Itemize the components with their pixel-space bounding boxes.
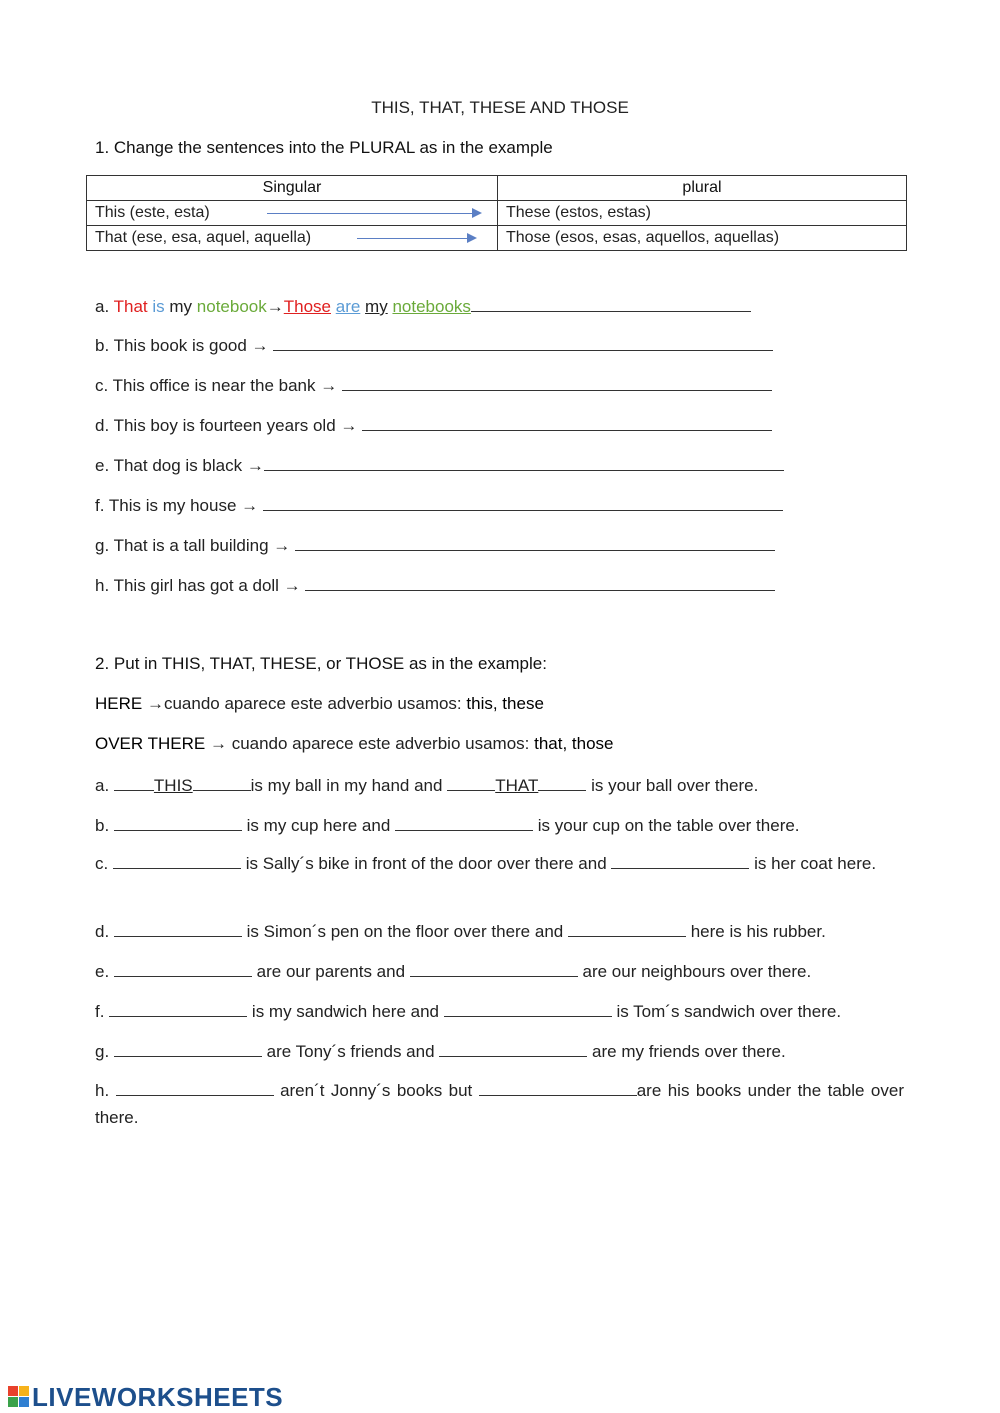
answer-blank[interactable] [263, 494, 783, 511]
answer-blank[interactable] [410, 960, 578, 977]
exercise1-item: d. This boy is fourteen years old → [95, 414, 772, 436]
answer-blank[interactable] [114, 920, 242, 937]
arrow-right-icon: → [266, 297, 284, 316]
answer-blank[interactable] [114, 814, 242, 831]
exercise1-item: b. This book is good → [95, 334, 773, 356]
section1-heading: 1. Change the sentences into the PLURAL as in the example [95, 138, 553, 157]
arrow-line [357, 238, 469, 239]
reference-table [86, 175, 907, 251]
exercise2-item-f: f. is my sandwich here and is Tom´s sandwich over there. [95, 1002, 842, 1021]
table-cell-plural: These (estos, estas) [498, 201, 907, 226]
arrow-line [267, 213, 472, 214]
logo-blocks-icon [8, 1386, 30, 1408]
answer-blank[interactable] [611, 852, 749, 869]
exercise2-item-g: g. are Tony´s friends and are my friends over there. [95, 1042, 786, 1061]
answer-blank[interactable] [479, 1079, 637, 1096]
exercise1-item: e. That dog is black → [95, 454, 784, 476]
exercise1-item: g. That is a tall building → [95, 534, 775, 556]
table-cell-plural: Those (esos, esas, aquellos, aquellas) [498, 226, 907, 251]
table-row [87, 226, 907, 251]
answer-blank[interactable] [439, 1040, 587, 1057]
table-header-plural: plural [498, 176, 907, 201]
answer-blank[interactable] [444, 1000, 612, 1017]
exercise2-item-h: h. aren´t Jonny´s books but are his books under the table over there. [95, 1081, 904, 1127]
answer-blank[interactable] [114, 1040, 262, 1057]
answer-blank[interactable] [113, 852, 241, 869]
rule-here: HERE →cuando aparece este adverbio usamos: this, these [95, 694, 544, 713]
exercise2-example: a. THIS is my ball in my hand and THAT is your ball over there. [95, 776, 759, 795]
worksheet-title: THIS, THAT, THESE AND THOSE [371, 98, 629, 117]
table-header-singular: Singular [87, 176, 498, 201]
table-cell-singular: This (este, esta) [87, 201, 498, 226]
table-cell-singular: That (ese, esa, aquel, aquella) [87, 226, 498, 251]
exercise1-example: a. That is my notebook→Those are my notebooks [95, 295, 751, 317]
answer-blank[interactable] [273, 334, 773, 351]
answer-blank[interactable] [305, 574, 775, 591]
arrow-right-icon [467, 233, 477, 243]
answer-blank[interactable] [295, 534, 775, 551]
answer-blank[interactable] [568, 920, 686, 937]
answer-blank[interactable] [395, 814, 533, 831]
exercise2-item-d: d. is Simon´s pen on the floor over there and here is his rubber. [95, 922, 826, 941]
answer-blank[interactable] [109, 1000, 247, 1017]
answer-blank[interactable] [264, 454, 784, 471]
exercise1-item: c. This office is near the bank → [95, 374, 772, 396]
arrow-right-icon [472, 208, 482, 218]
answer-blank[interactable] [116, 1079, 274, 1096]
table-row [87, 201, 907, 226]
answer-blank[interactable] [342, 374, 772, 391]
exercise1-item: f. This is my house → [95, 494, 783, 516]
exercise1-item: h. This girl has got a doll → [95, 574, 775, 596]
exercise2-item-e: e. are our parents and are our neighbours over there. [95, 962, 812, 981]
answer-blank[interactable] [114, 960, 252, 977]
liveworksheets-logo: LIVEWORKSHEETS [8, 1382, 283, 1413]
arrow-right-icon: → [209, 734, 227, 753]
answer-blank[interactable] [362, 414, 772, 431]
section2-heading: 2. Put in THIS, THAT, THESE, or THOSE as in the example: [95, 654, 547, 673]
exercise2-item-b: b. is my cup here and is your cup on the table over there. [95, 816, 800, 835]
arrow-right-icon: → [146, 694, 164, 713]
exercise2-item-c: c. is Sally´s bike in front of the door over there and is her coat here. [95, 854, 877, 873]
rule-over-there: OVER THERE → cuando aparece este adverbio usamos: that, those [95, 734, 614, 753]
